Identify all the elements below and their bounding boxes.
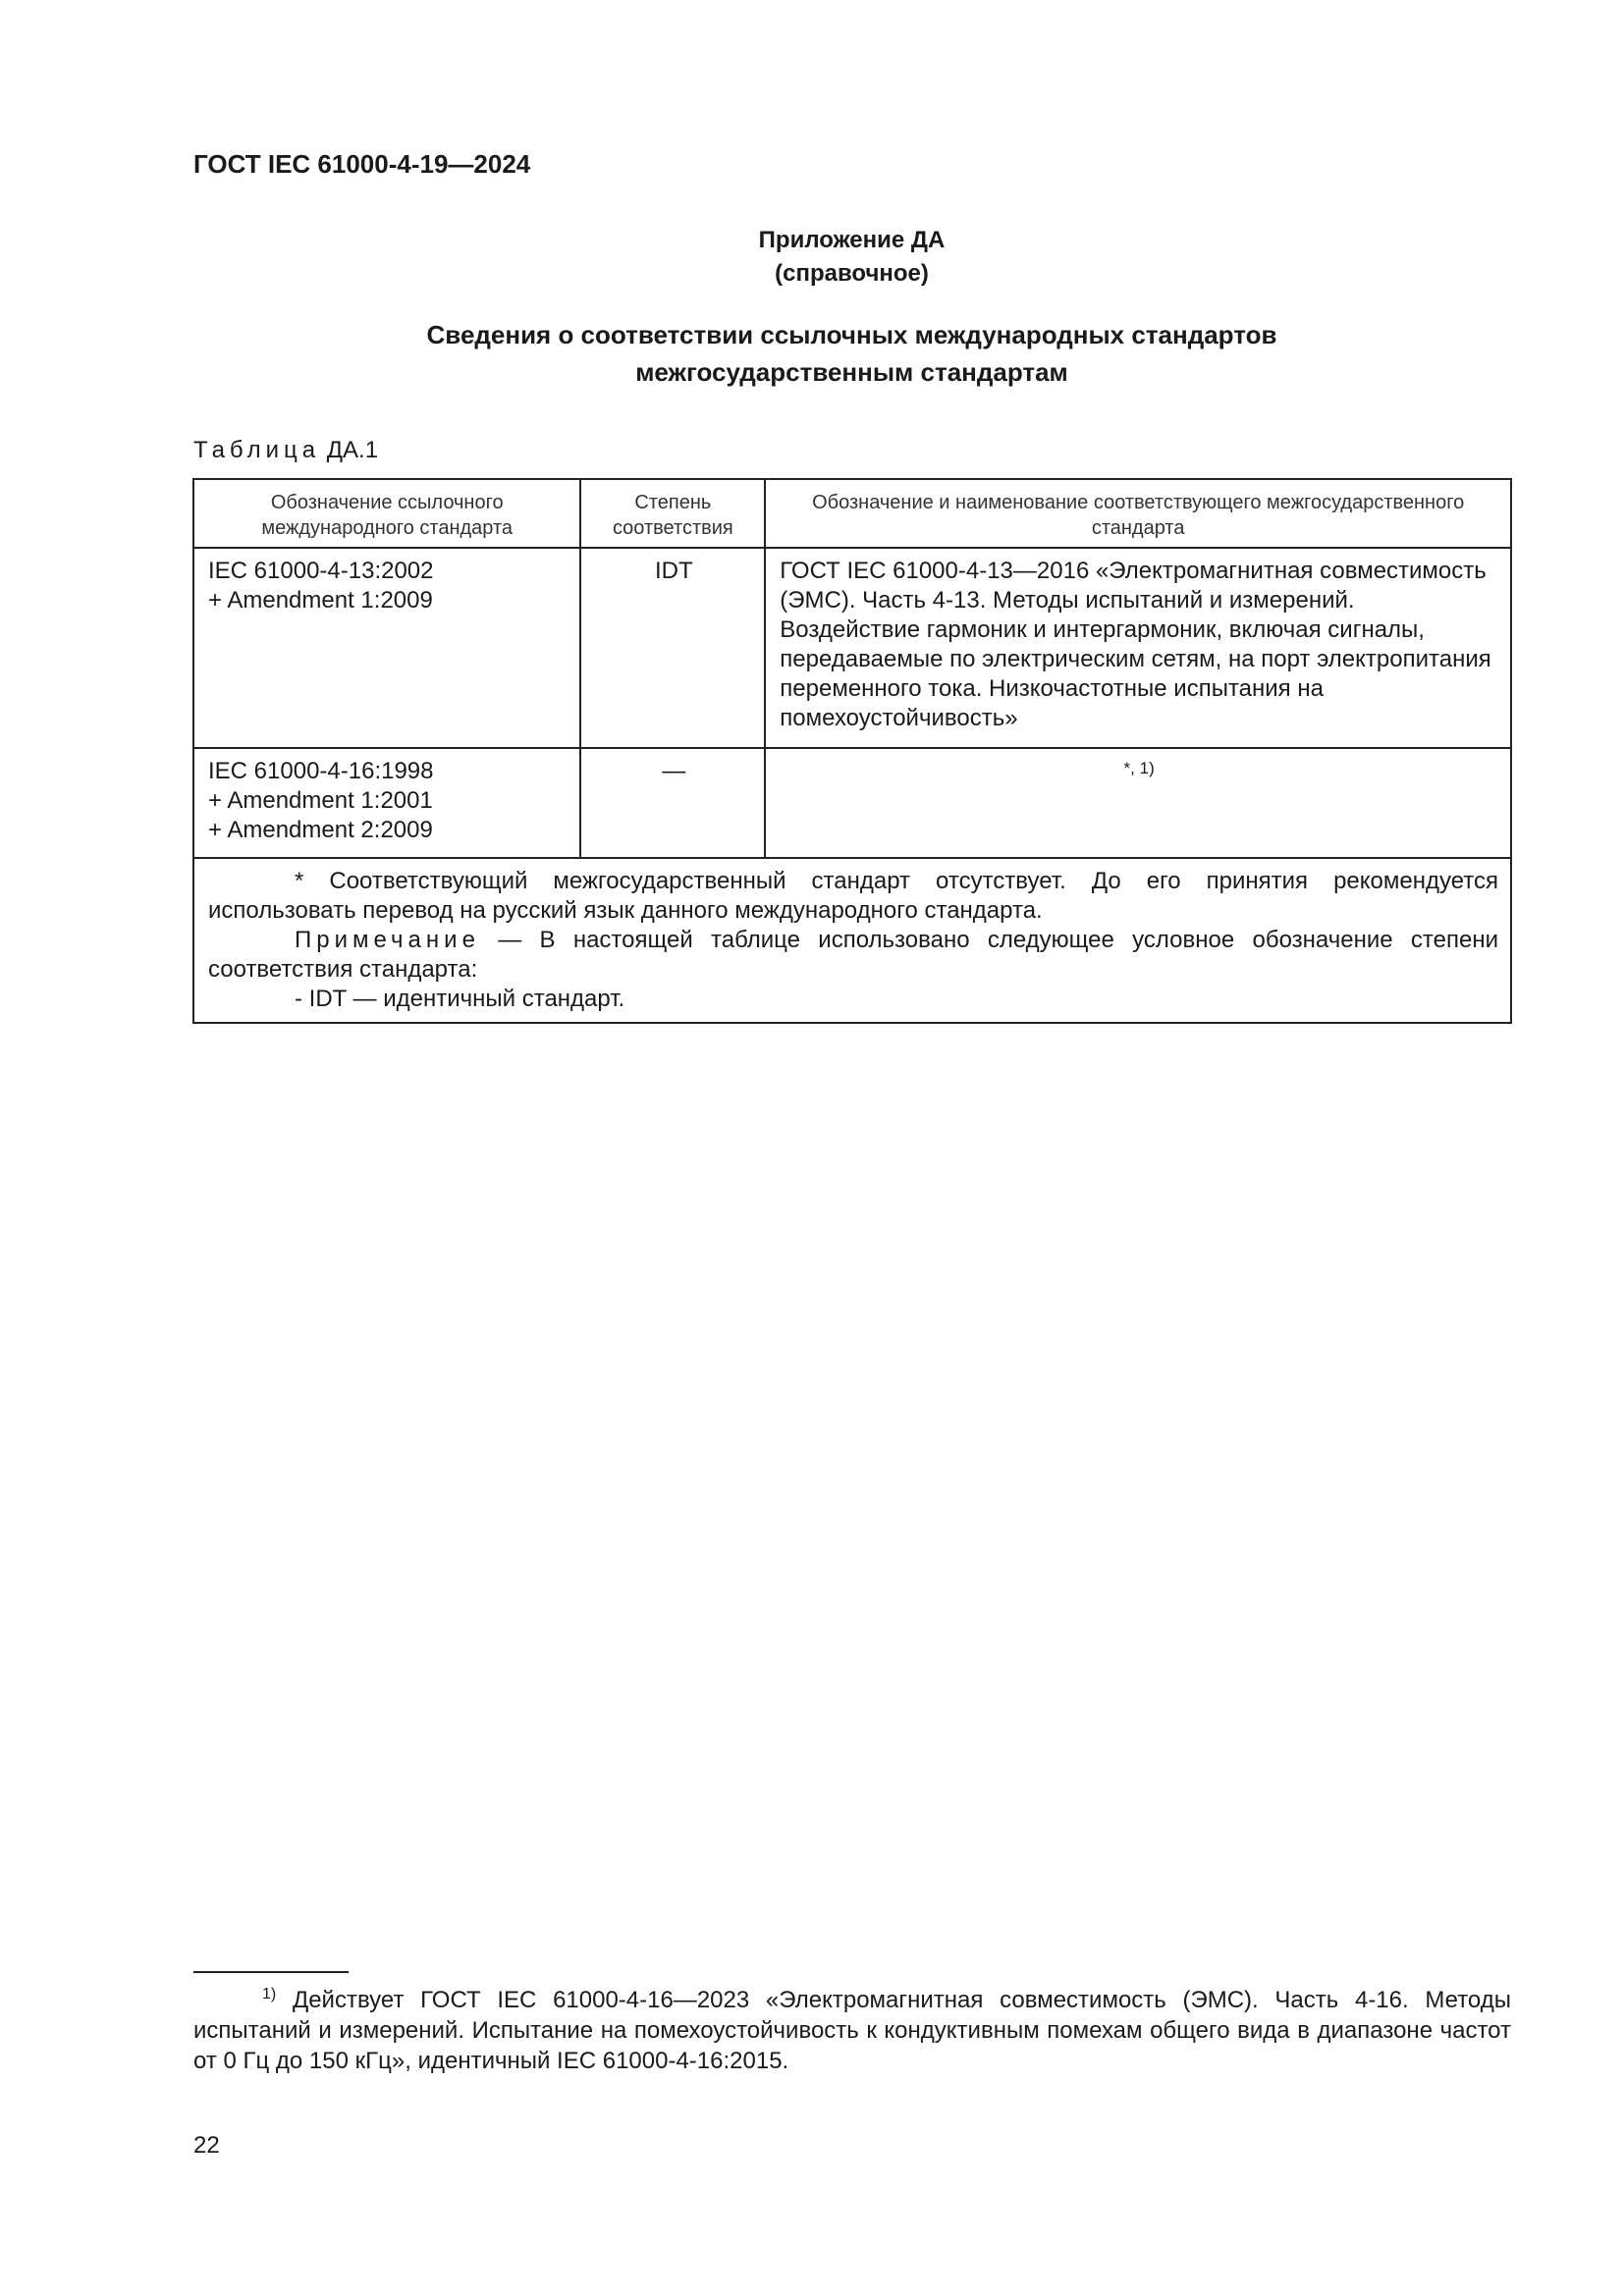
table-caption-id: ДА.1 (326, 437, 379, 463)
note-text: — В настоящей таблице использовано следующее условное обозначение степени соответствия стандарта: (208, 927, 1498, 983)
annex-label: Приложение ДА (758, 227, 946, 253)
table-row (193, 548, 1511, 748)
footnote-separator (193, 1971, 349, 1973)
document-code: ГОСТ IEC 61000-4-19—2024 (193, 149, 531, 179)
table-row (193, 748, 1511, 858)
cell-gost: ГОСТ IEC 61000-4-13—2016 «Электромагнитная совместимость (ЭМС). Часть 4-13. Методы испытаний и измерений. Воздействие гармоник и интергармоник, включая сигналы, передаваемые по электрическим сетям, на порт электропитания переменного тока. Низкочастотные испытания на помехоустойчивость» (765, 548, 1511, 748)
cell-degree: — (580, 748, 765, 858)
correspondence-table (192, 478, 1512, 1024)
asterisk-note: * Соответствующий межгосударственный стандарт отсутствует. До его принятия рекомендуется использовать перевод на русский язык данного международного стандарта. (208, 868, 1498, 924)
footnote-marker: 1) (262, 1986, 277, 2002)
page-number: 22 (193, 2132, 220, 2159)
annex-title-line-2: межгосударственным стандартам (635, 357, 1068, 387)
annex-title (0, 316, 1624, 391)
table-caption (193, 437, 378, 464)
annex-title-line-1: Сведения о соответствии ссылочных международных стандартов (426, 320, 1277, 349)
note-label: Примечание (295, 927, 480, 953)
footnote-text: Действует ГОСТ IEC 61000-4-16—2023 «Электромагнитная совместимость (ЭМС). Часть 4-16. Методы испытаний и измерений. Испытание на помехоустойчивость к кондуктивным помехам общего вида в диапазоне частот от 0 Гц до 150 кГц», идентичный IEC 61000-4-16:2015. (193, 1987, 1511, 2074)
table-header-row (193, 479, 1511, 548)
standard-line: + Amendment 2:2009 (208, 817, 433, 843)
annex-heading (0, 224, 1624, 291)
cell-standard (193, 748, 580, 858)
header-international-standard: Обозначение ссылочного международного стандарта (193, 479, 580, 548)
annex-type: (справочное) (775, 260, 929, 287)
note (208, 926, 1498, 985)
standard-line: + Amendment 1:2009 (208, 587, 433, 614)
note-list-item: - IDT — идентичный стандарт. (295, 986, 625, 1012)
header-interstate-standard: Обозначение и наименование соответствующего межгосударственного стандарта (765, 479, 1511, 548)
cell-standard (193, 548, 580, 748)
cell-gost-reference: *, 1) (765, 748, 1511, 858)
table-caption-word: Таблица (193, 437, 321, 463)
standard-line: IEC 61000-4-13:2002 (208, 558, 434, 584)
footnote (193, 1979, 1511, 2076)
standard-line: + Amendment 1:2001 (208, 787, 433, 814)
table-notes (193, 858, 1511, 1023)
header-degree: Степень соответствия (580, 479, 765, 548)
table-notes-row (193, 858, 1511, 1023)
cell-degree: IDT (580, 548, 765, 748)
standard-line: IEC 61000-4-16:1998 (208, 758, 434, 784)
